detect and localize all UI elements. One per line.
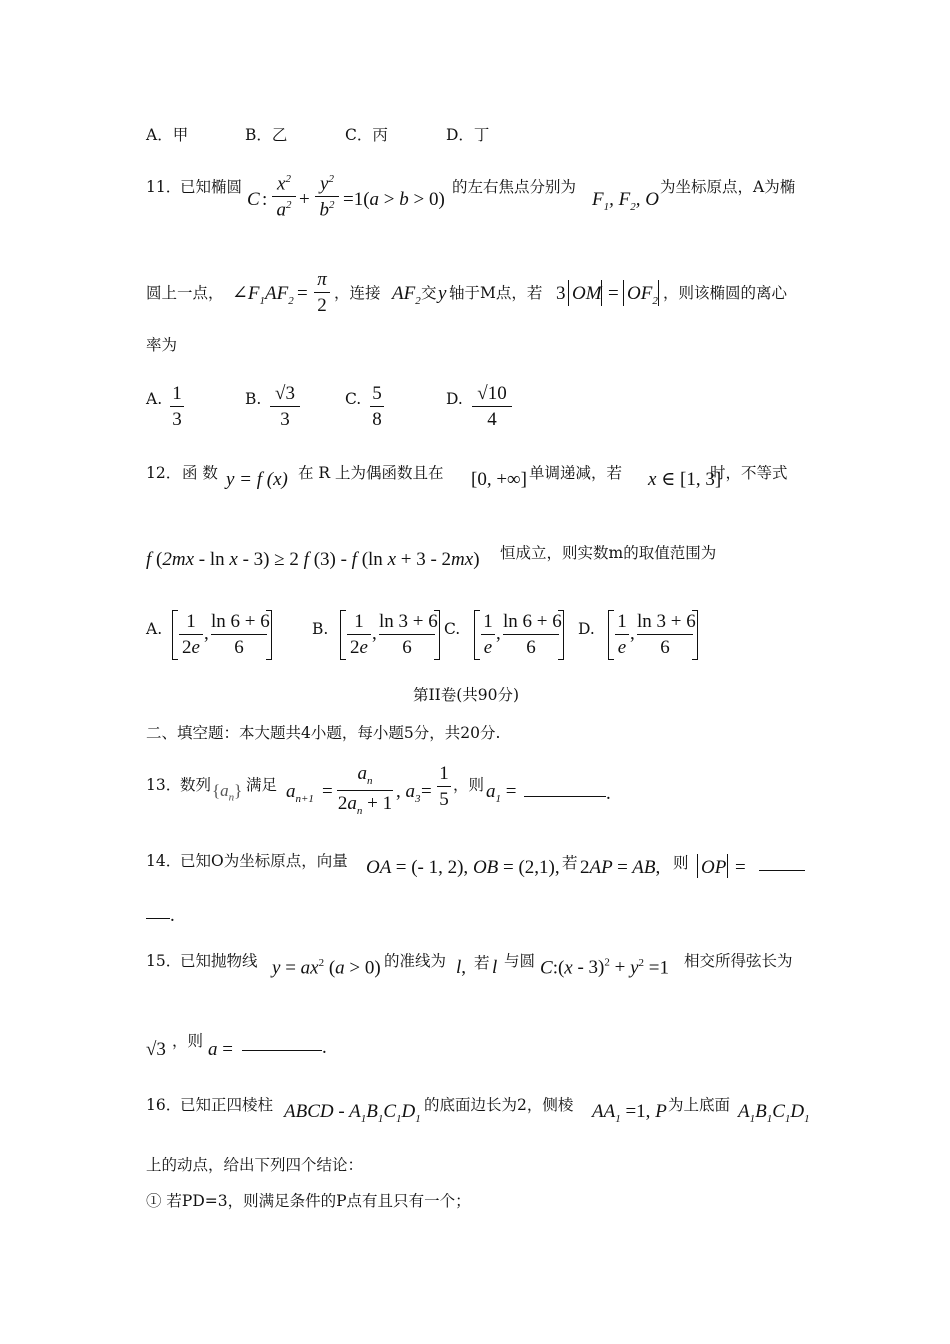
q13-math-frac: $a_n$ $2a_n + 1$ (337, 763, 393, 817)
q13-math-seq: $\{a_n\}$ (212, 781, 243, 804)
q14-text-3: 则 (673, 854, 689, 872)
q11-math-af2: $AF_2$ (392, 283, 421, 307)
q11-math-foci: $F_1$, $F_2$, O (592, 189, 659, 213)
q12-option-b-frac-2: ln 3 + 6 6 (379, 611, 438, 658)
q16-math-aa1: $AA_1 =1$, P (592, 1101, 667, 1125)
q14-answer-blank-1 (759, 870, 805, 871)
q14-math-vectors: OA = (- 1, 2), OB = (2,1), (366, 857, 560, 878)
q11-text-4: 圆上一点， (146, 284, 224, 302)
q11-text-8: ，则该椭圆的离心 (663, 284, 788, 302)
q14-number: 14． (146, 852, 182, 870)
q12-line-2 (0, 542, 950, 578)
q16-text-1: 已知正四棱柱 (180, 1096, 274, 1114)
q13-text-2: 满足 (246, 776, 278, 794)
q15-text-6: ，则 (172, 1032, 204, 1050)
q16-number: 16． (146, 1096, 182, 1114)
q13-number: 13． (146, 776, 182, 794)
q12-text-1: 函 数 (182, 464, 218, 482)
q13-text-3: ，则 (453, 776, 485, 794)
q11-option-a: A. (146, 390, 163, 408)
q15-text-4: 与圆 (504, 952, 536, 970)
q11-option-c-value: 5 8 (370, 384, 384, 429)
q11-math-angle: $\angle F_1AF_2$ (232, 283, 294, 307)
q14-text-2: 若 (562, 854, 578, 872)
q15-math-parabola: $y = ax^2$ (a > 0) (272, 957, 381, 979)
q11-option-b-value: √3 3 (270, 384, 300, 429)
q11-math-y: y (438, 283, 447, 304)
q10-option-a: A．甲 (146, 126, 189, 144)
q16-text-4: 上的动点，给出下列四个结论： (146, 1156, 364, 1174)
q15-number: 15． (146, 952, 182, 970)
q11-math-plus: + (299, 189, 310, 210)
q12-option-d: D. (578, 620, 595, 638)
q12-text-3: 单调递减，若 (529, 464, 623, 482)
q11-math-om: OM (572, 283, 602, 304)
q12-line-1 (0, 462, 950, 498)
q11-frac-y2-b2: $y^2$ $b^2$ (315, 174, 339, 220)
q12-option-d-frac-1: 1 e (615, 612, 629, 657)
q12-number: 12． (146, 464, 182, 482)
q11-line-2 (0, 270, 950, 320)
q12-option-c: C. (444, 620, 461, 638)
q11-frac-pi-2: π 2 (314, 270, 330, 315)
q11-frac-x2-a2: $x^2$ $a^2$ (272, 174, 296, 220)
q13-answer-blank (524, 796, 606, 797)
q15-answer-blank (242, 1050, 322, 1051)
q12-math-x-in: x ∈ [1, 3] (648, 469, 722, 490)
q12-option-b-frac-1: 1 2e (347, 612, 371, 657)
q13-math-an1: $a_{n+1}$ (286, 781, 314, 805)
q12-text-4: 时，不等式 (710, 464, 788, 482)
q13-math-a3: , $a_3$ (396, 781, 421, 805)
q12-option-c-frac-2: ln 6 + 6 6 (503, 611, 562, 658)
q11-text-6: 交 (421, 284, 437, 302)
q11-math-of2: $OF_2$ (627, 283, 658, 307)
q12-option-c-frac-1: 1 e (481, 612, 495, 657)
q11-text-5: ，连接 (334, 284, 381, 302)
q12-math-inequality: f (2mx - ln x - 3) ≥ 2 f (3) - f (ln x + 3 - 2mx) (146, 549, 480, 570)
q15-line-1 (0, 950, 950, 986)
q15-line-2: √3 ，则 a = . (146, 1032, 327, 1060)
q16-line-1 (0, 1094, 950, 1130)
q11-option-d: D. (446, 390, 463, 408)
q10-option-d: D．丁 (446, 126, 490, 144)
q11-text-7: 轴于M点，若 (449, 284, 543, 302)
q11-text-3: 为坐标原点，A为椭 (660, 178, 796, 196)
q16-text-2: 的底面边长为2，侧棱 (424, 1096, 574, 1114)
q10-option-c: C．丙 (345, 126, 388, 144)
q13-text-1: 数列 (180, 776, 212, 794)
q12-text-2: 在 R 上为偶函数且在 (298, 464, 444, 482)
q12-options: A. 1 2e , ln 6 + 6 6 B. 1 2e , ln 3 + 6 6 C. 1 e , ln 6 + 6 6 D. 1 e , ln 3 + 6 6 (0, 608, 950, 662)
q14-math-ap: 2AP = AB, (580, 857, 661, 878)
q14-line: 14． 已知O为坐标原点，向量 OA = (- 1, 2), OB = (2,1), 若 2AP = AB, 则 OP = (0, 852, 950, 882)
q11-text-1: 已知椭圆 (180, 178, 243, 196)
q14-text-1: 已知O为坐标原点，向量 (180, 852, 348, 870)
q15-math-l: l, (456, 957, 467, 978)
q11-math-3om: 3 (556, 283, 566, 304)
q11-line-1 (0, 172, 950, 232)
q12-option-a: A. (146, 620, 163, 638)
fill-in-heading: 二、填空题：本大题共4小题，每小题5分，共20分. (146, 724, 501, 742)
q15-math-l2: l (492, 957, 498, 978)
q15-text-1: 已知抛物线 (180, 952, 258, 970)
q11-number: 11． (146, 178, 182, 196)
q15-text-3: 若 (474, 954, 490, 972)
q12-math-interval: [0, +∞] (471, 469, 527, 490)
q16-conclusion-1: ① 若PD=3，则满足条件的P点有且只有一个； (146, 1192, 471, 1210)
q15-math-sqrt3: √3 (146, 1039, 166, 1060)
q12-text-5: 恒成立，则实数m的取值范围为 (500, 544, 717, 562)
q14-math-op: OP (701, 857, 727, 878)
q16-math-top-face: $A_1B_1C_1D_1$ (738, 1101, 810, 1125)
q12-option-b: B. (312, 620, 329, 638)
q13-math-frac-1-5: 1 5 (437, 764, 451, 809)
q11-options (0, 382, 950, 434)
q15-math-circle: C:(x - $3)^2 + y^2 =1$ (540, 957, 670, 979)
q12-option-d-frac-2: ln 3 + 6 6 (637, 611, 696, 658)
q13-math-a1: $a_1$ = (486, 781, 517, 805)
q11-text-2: 的左右焦点分别为 (452, 178, 577, 196)
q11-math-c: C (247, 189, 260, 210)
q16-math-prism: ABCD - $A_1B_1C_1D_1$ (284, 1101, 421, 1125)
q11-option-d-value: √10 4 (472, 384, 512, 429)
q14-line-2: . (0, 906, 950, 926)
q11-text-9: 率为 (146, 336, 178, 354)
q12-option-a-frac-2: ln 6 + 6 6 (211, 611, 270, 658)
q11-math-eq3: = (608, 283, 619, 304)
q12-option-a-frac-1: 1 2e (179, 612, 203, 657)
q10-option-b: B．乙 (245, 126, 288, 144)
q16-text-3: 为上底面 (668, 1096, 731, 1114)
q14-answer-blank-2 (146, 918, 170, 919)
q11-option-a-value: 1 3 (170, 384, 184, 429)
q11-math-eq: =1(a > b > 0) (343, 189, 445, 210)
q11-option-b: B. (245, 390, 262, 408)
q15-text-2: 的准线为 (384, 952, 447, 970)
q15-text-5: 相交所得弦长为 (684, 952, 793, 970)
q11-math-eq2: = (297, 283, 308, 304)
q13-line: 13． 数列 $\{a_n\}$ 满足 $a_{n+1}$ = $a_n$ $2a_n + 1$ , $a_3$ = 1 5 ，则 $a_1$ = . (146, 763, 611, 817)
q11-option-c: C. (345, 390, 362, 408)
q12-math-fx: y = f (x) (226, 469, 288, 490)
q15-math-a-eq: a = (208, 1039, 233, 1060)
q11-math-colon: : (262, 189, 268, 210)
section-2-title: 第II卷(共90分) (413, 686, 520, 704)
